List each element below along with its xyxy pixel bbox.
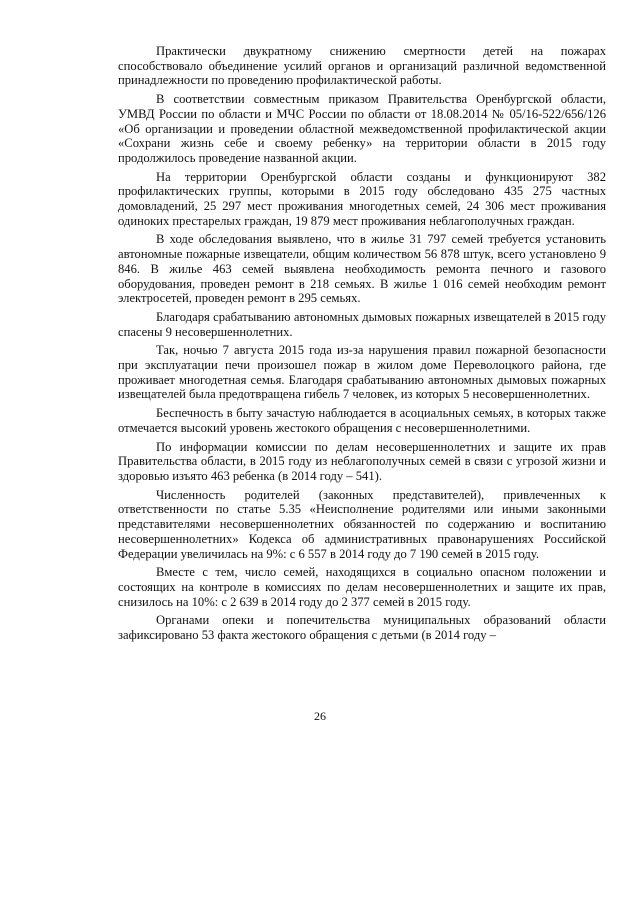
paragraph-joint-order-campaign: В соответствии совместным приказом Правительства Оренбургской области, УМВД России по области и МЧС России по области от 18.08.2014 № 05/16-522/656/126 «Об организации и проведении областной межведомственной профилактической акции «Сохрани жизнь себе и своему ребенку» на территории области в 2015 году продолжилось проведение названной акции. [118,92,606,165]
paragraph-inspection-results: В ходе обследования выявлено, что в жилье 31 797 семей требуется установить автономные пожарные извещатели, общим количеством 56 878 штук, всего установлено 9 846. В жилье 463 семей выявлена необходимость ремонта печного и газового оборудования, проведен ремонт в 218 семьях. В жилье 1 016 семей необходим ремонт электросетей, проведен ремонт в 295 семьях. [118,232,606,306]
paragraph-asocial-families: Беспечность в быту зачастую наблюдается в асоциальных семьях, в которых также отмечается высокий уровень жестокого обращения с несовершеннолетними. [118,406,606,435]
paragraph-families-at-risk: Вместе с тем, число семей, находящихся в социально опасном положении и состоящих на контроле в комиссиях по делам несовершеннолетних и защите их прав, снизилось на 10%: с 2 639 в 2014 году до 2 377 семей в 2015 году. [118,565,606,609]
page-number: 26 [314,709,326,723]
paragraph-august-fire-case: Так, ночью 7 августа 2015 года из-за нарушения правил пожарной безопасности при эксплуатации печи произошел пожар в жилом доме Переволоцкого района, где проживает многодетная семья. Благодаря срабатыванию автономных дымовых пожарных извещателей была предотвращена гибель 7 человек, из которых 5 несовершеннолетних. [118,343,606,402]
paragraph-detectors-saved: Благодаря срабатыванию автономных дымовых пожарных извещателей в 2015 году спасены 9 несовершеннолетних. [118,309,606,339]
paragraph-fire-deaths-reduction: Практически двукратному снижению смертности детей на пожарах способствовало объединение усилий органов и организаций различной ведомственной принадлежности по проведению профилактической работы. [118,44,606,88]
paragraph-children-removed: По информации комиссии по делам несовершеннолетних и защите их прав Правительства области, в 2015 году из неблагополучных семей в связи с угрозой жизни и здоровью изъято 463 ребенка (в 2014 году – 541). [118,439,606,483]
paragraph-prevention-groups: На территории Оренбургской области созданы и функционируют 382 профилактических группы, которыми в 2015 году обследовано 435 275 частных домовладений, 25 297 мест проживания многодетных семей, 24 306 мест проживания одиноких престарелых граждан, 19 879 мест проживания неблагополучных граждан. [118,169,606,228]
paragraph-guardianship-cases: Органами опеки и попечительства муниципальных образований области зафиксировано 53 факта жестокого обращения с детьми (в 2014 году – [118,613,606,643]
paragraph-parents-liability: Численность родителей (законных представителей), привлеченных к ответственности по статье 5.35 «Неисполнение родителями или иными законными представителями несовершеннолетних обязанностей по содержанию и воспитанию несовершеннолетних» Кодекса об административных правонарушениях Российской Федерации увеличилась на 9%: с 6 557 в 2014 году до 7 190 семей в 2015 году. [118,487,606,561]
document-body [118,44,606,647]
